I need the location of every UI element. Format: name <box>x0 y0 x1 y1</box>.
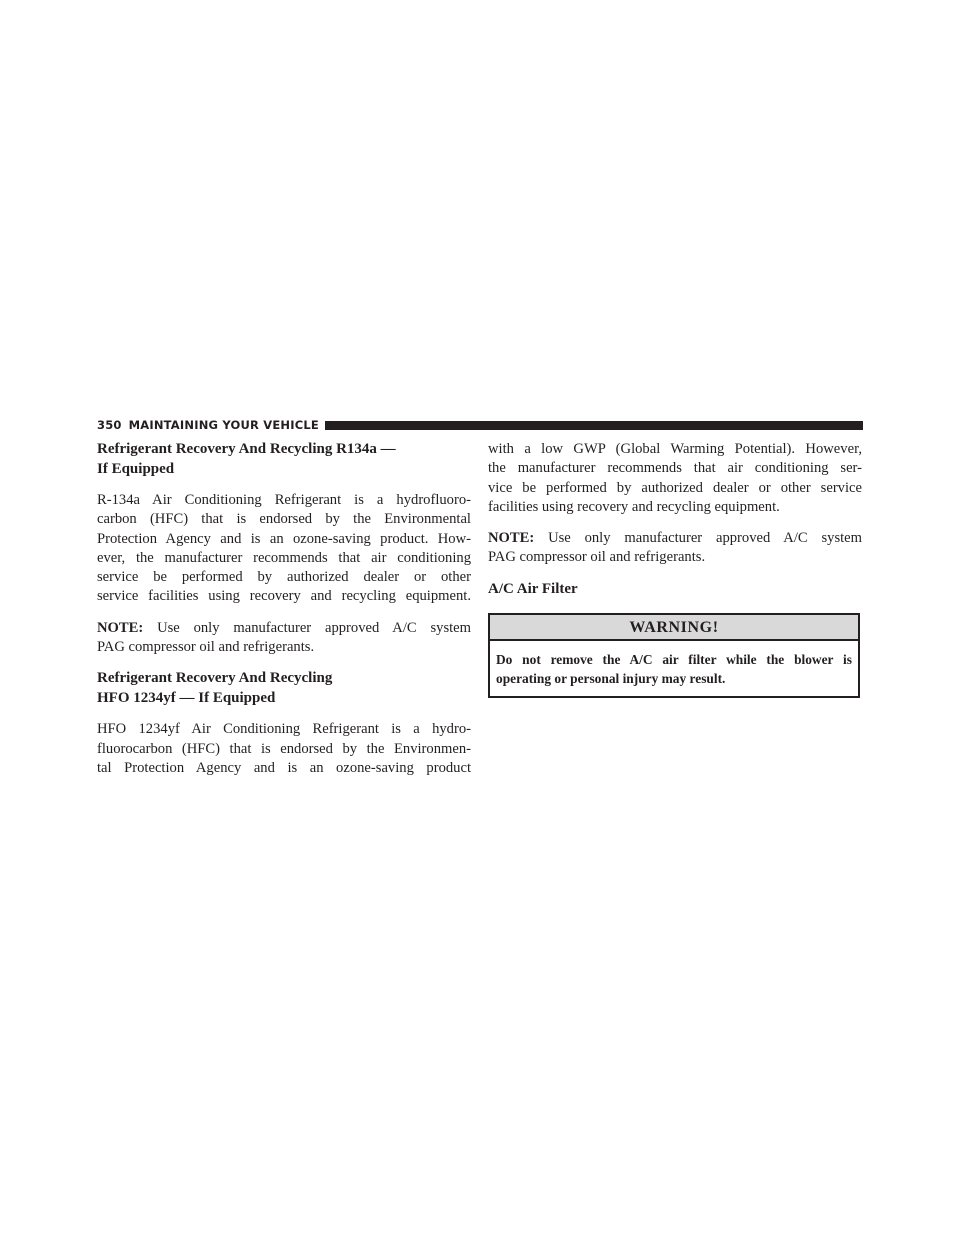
paragraph-hfo1234yf-continued: with a low GWP (Global Warming Potential). However, the manufacturer recommends that air conditioning ser- vice be performed by authorized dealer or other service facilities using recovery and recycling equipment. <box>488 441 862 515</box>
warning-text: Do not remove the A/C air filter while the blower is operating or personal injury may result. <box>496 652 852 687</box>
heading-air-filter: A/C Air Filter <box>488 580 578 597</box>
paragraph-r134a: R-134a Air Conditioning Refrigerant is a hydrofluoro- carbon (HFC) that is endorsed by the Environmental Protection Agency and is an ozone-saving product. How- ever, the manufacturer recommends that air conditioning service be performed by authorized dealer or other service facilities using recovery and recycling equipment. <box>97 492 471 605</box>
note-r134a: NOTE: Use only manufacturer approved A/C system PAG compressor oil and refrigerants. <box>97 619 472 656</box>
note-hfo1234yf: NOTE: Use only manufacturer approved A/C system PAG compressor oil and refrigerants. <box>488 530 863 566</box>
heading-hfo1234yf: Refrigerant Recovery And Recycling HFO 1234yf — If Equipped <box>97 670 333 706</box>
note-label: NOTE: <box>97 619 144 636</box>
note-label: NOTE: <box>488 530 535 547</box>
paragraph-hfo1234yf: HFO 1234yf Air Conditioning Refrigerant is a hydro- fluorocarbon (HFC) that is endorsed by the Environmen- tal Protection Agency and is an ozone-saving product <box>97 721 471 776</box>
heading-r134a: Refrigerant Recovery And Recycling R134a — If Equipped <box>97 441 396 477</box>
page-number: 350 <box>97 418 122 432</box>
page-header <box>97 417 863 433</box>
warning-box <box>488 613 860 698</box>
right-column <box>488 440 862 698</box>
header-rule <box>325 421 863 430</box>
left-column <box>97 440 471 778</box>
warning-title: WARNING! <box>490 615 858 641</box>
section-title: MAINTAINING YOUR VEHICLE <box>128 418 319 432</box>
